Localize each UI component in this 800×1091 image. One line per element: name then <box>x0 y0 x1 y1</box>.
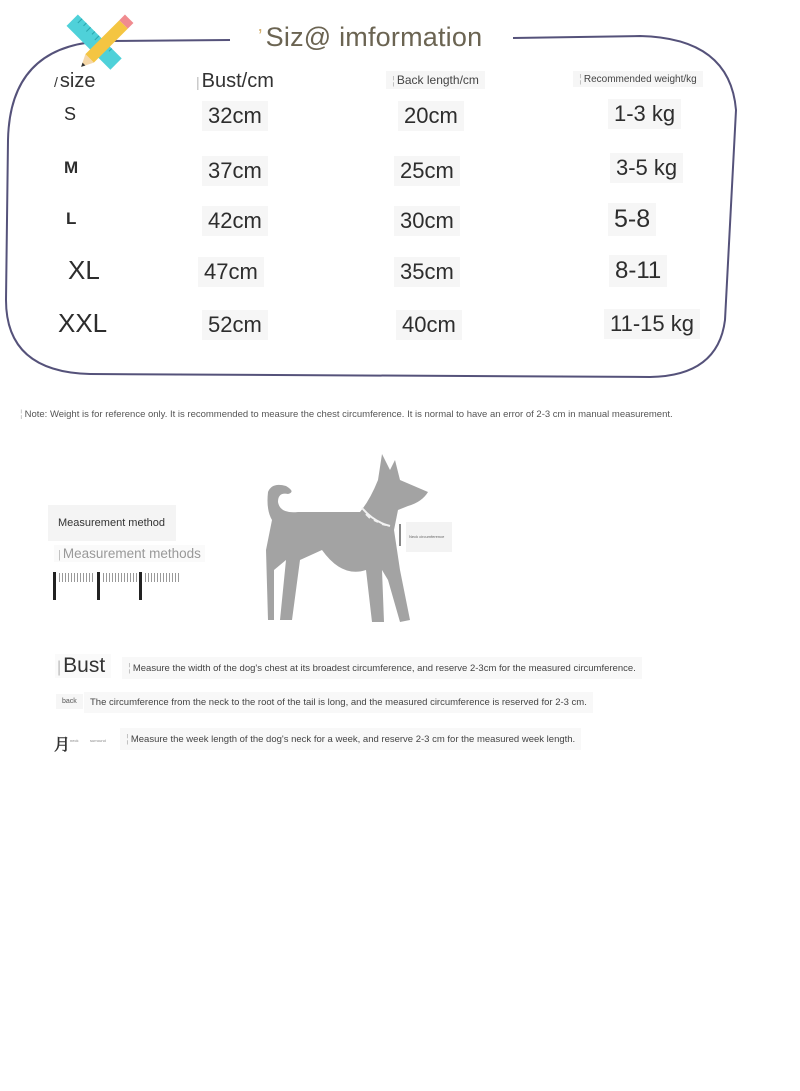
table-row-back: 40cm <box>396 310 462 340</box>
title-mark: ’ <box>258 26 263 48</box>
neck-glyph-icon: 月 <box>54 737 71 754</box>
instruction-bust-text: ¦ Measure the width of the dog's chest at its broadest circumference, and reserve 2-3cm for the measured circumference. <box>122 657 642 679</box>
table-row-size: L <box>66 209 77 228</box>
table-row-bust: 52cm <box>202 310 268 340</box>
table-row-bust: 42cm <box>202 206 268 236</box>
instruction-back-text: The circumference from the neck to the root of the tail is long, and the measured circumference is reserved for 2-3 cm. <box>84 692 593 713</box>
table-row-size: M <box>64 158 79 177</box>
col-header-weight: ¦ Recommended weight/kg <box>573 71 703 87</box>
instruction-bust-title: |Bust <box>55 654 111 678</box>
col-header-back-length: ¦ Back length/cm <box>386 71 485 89</box>
table-row-weight: 8-11 <box>609 255 667 287</box>
table-row-weight: 11-15 kg <box>604 309 700 339</box>
ruler-icon <box>52 570 182 602</box>
instruction-back-title: back <box>56 694 83 709</box>
table-row-weight: 1-3 kg <box>608 99 681 129</box>
table-row-size: XXL <box>58 308 108 338</box>
page-title: ’ Siz@ imformation <box>258 22 483 52</box>
table-row-weight: 5-8 <box>608 203 656 236</box>
table-row-size: XL <box>68 255 100 285</box>
measurement-methods-sublabel: | Measurement methods <box>54 545 205 562</box>
table-row-back: 25cm <box>394 156 460 186</box>
table-row-bust: 47cm <box>198 257 264 287</box>
surround-tag: surround <box>90 738 106 743</box>
table-row-weight: 3-5 kg <box>610 153 683 183</box>
table-row-bust: 37cm <box>202 156 268 186</box>
table-row-back: 35cm <box>394 257 460 287</box>
table-row-back: 30cm <box>394 206 460 236</box>
note-text: ¦ Note: Weight is for reference only. It is recommended to measure the chest circumference. It is normal to have an error of 2-3 cm in manual measurement. <box>20 409 673 420</box>
table-row-size: S <box>64 104 77 124</box>
neck-tag: neck <box>70 738 79 743</box>
col-header-bust: | Bust/cm <box>196 70 274 92</box>
ruler-pencil-icon <box>58 4 148 76</box>
measurement-method-label: Measurement method <box>48 505 176 541</box>
neck-circumference-callout: Neck circumference <box>406 522 452 552</box>
instruction-neck-text: ¦ Measure the week length of the dog's neck for a week, and reserve 2-3 cm for the measured week length. <box>120 728 581 750</box>
col-header-size: / size <box>54 70 96 92</box>
table-row-back: 20cm <box>398 101 464 131</box>
neck-measure-marker-icon <box>398 524 402 546</box>
table-row-bust: 32cm <box>202 101 268 131</box>
